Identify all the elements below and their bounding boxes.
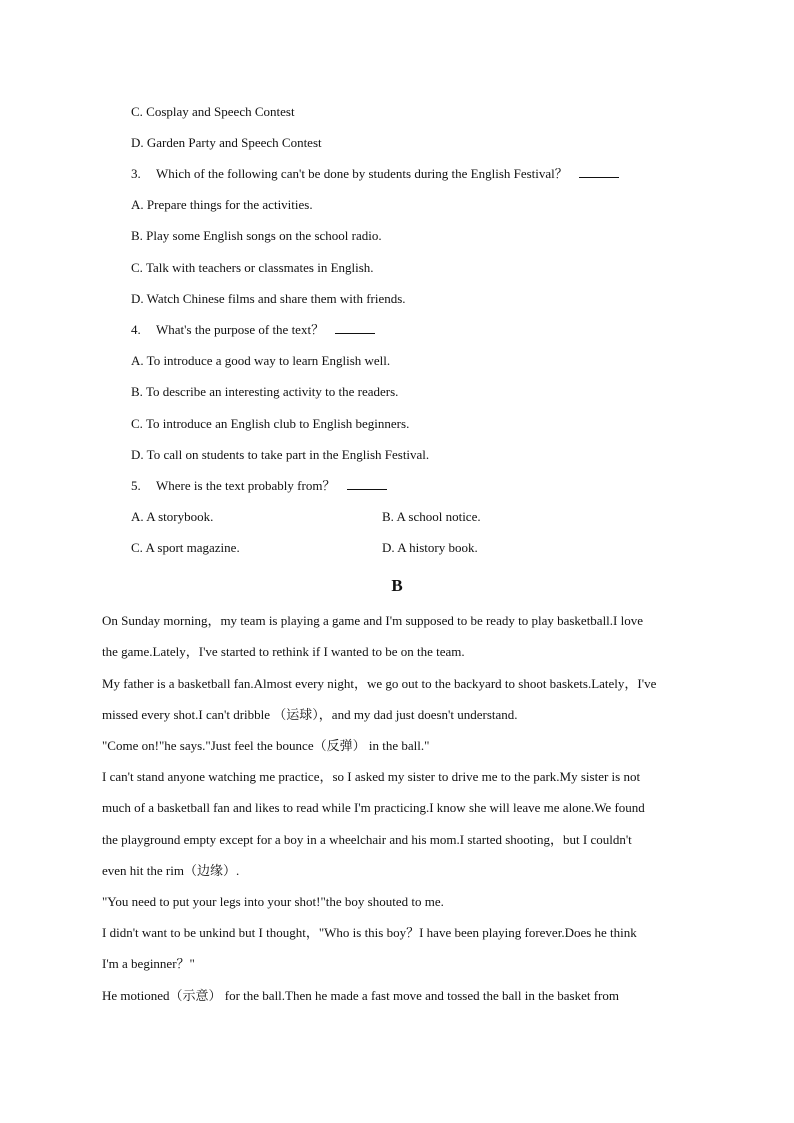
passage-line: On Sunday morning，my team is playing a game and I'm supposed to be ready to play basketball.I love bbox=[102, 613, 644, 628]
option-letter: C. bbox=[131, 416, 143, 431]
option-c-prev bbox=[131, 103, 295, 121]
option-letter: A. bbox=[131, 353, 144, 368]
option-text: Watch Chinese films and share them with friends. bbox=[146, 291, 406, 306]
option-letter: B. bbox=[131, 228, 143, 243]
q3-option-c bbox=[131, 259, 374, 277]
option-letter: D. bbox=[131, 291, 144, 306]
passage-line: I can't stand anyone watching me practice，so I asked my sister to drive me to the park.My sister is not bbox=[102, 769, 641, 784]
passage-line: My father is a basketball fan.Almost every night，we go out to the backyard to shoot baskets.Lately，I've bbox=[102, 676, 657, 691]
option-text: To describe an interesting activity to the readers. bbox=[145, 384, 399, 399]
q4-option-a bbox=[131, 352, 390, 370]
q5-option-c bbox=[131, 539, 240, 557]
passage-line: "Come on!"he says."Just feel the bounce（反弹） in the ball." bbox=[102, 738, 430, 753]
option-text: Talk with teachers or classmates in English. bbox=[145, 260, 374, 275]
q3-option-a bbox=[131, 196, 313, 214]
q5-option-a bbox=[131, 508, 213, 526]
q4-option-c bbox=[131, 415, 409, 433]
passage-line: even hit the rim（边缘）. bbox=[102, 863, 240, 878]
option-letter: A. bbox=[131, 509, 144, 524]
question-4 bbox=[131, 321, 375, 339]
passage-line: I'm a beginner？" bbox=[102, 956, 195, 971]
question-5 bbox=[131, 477, 387, 495]
answer-blank[interactable] bbox=[347, 477, 387, 490]
question-3 bbox=[131, 165, 619, 183]
option-letter: D. bbox=[131, 135, 144, 150]
passage-line: He motioned（示意） for the ball.Then he made a fast move and tossed the ball in the basket from bbox=[102, 988, 619, 1003]
question-number: 5. bbox=[131, 478, 141, 493]
q3-option-d bbox=[131, 290, 406, 308]
option-letter: C. bbox=[131, 260, 143, 275]
option-text: Cosplay and Speech Contest bbox=[146, 104, 295, 119]
passage-line: missed every shot.I can't dribble （运球），and my dad just doesn't understand. bbox=[102, 707, 518, 722]
option-text: Play some English songs on the school radio. bbox=[146, 228, 382, 243]
passage-line: much of a basketball fan and likes to read while I'm practicing.I know she will leave me alone.We found bbox=[102, 800, 645, 815]
section-b-title: B bbox=[391, 576, 403, 595]
q4-option-d bbox=[131, 446, 429, 464]
option-text: To call on students to take part in the English Festival. bbox=[146, 447, 430, 462]
option-letter: D. bbox=[382, 540, 395, 555]
question-number: 4. bbox=[131, 322, 141, 337]
option-text: Garden Party and Speech Contest bbox=[146, 135, 322, 150]
option-letter: D. bbox=[131, 447, 144, 462]
question-prompt: Where is the text probably from？ bbox=[156, 478, 336, 493]
passage-line: the playground empty except for a boy in a wheelchair and his mom.I started shooting，but I couldn't bbox=[102, 832, 632, 847]
question-prompt: What's the purpose of the text？ bbox=[156, 322, 325, 337]
question-number: 3. bbox=[131, 166, 141, 181]
option-text: A sport magazine. bbox=[145, 540, 240, 555]
option-letter: B. bbox=[382, 509, 394, 524]
option-text: Prepare things for the activities. bbox=[146, 197, 313, 212]
passage-line: "You need to put your legs into your shot!"the boy shouted to me. bbox=[102, 894, 444, 909]
q5-option-b bbox=[382, 508, 481, 526]
option-text: A school notice. bbox=[396, 509, 481, 524]
option-text: To introduce a good way to learn English well. bbox=[146, 353, 391, 368]
answer-blank[interactable] bbox=[335, 321, 375, 334]
option-text: A history book. bbox=[397, 540, 478, 555]
option-letter: B. bbox=[131, 384, 143, 399]
option-d-prev bbox=[131, 134, 322, 152]
option-text: A storybook. bbox=[146, 509, 214, 524]
option-letter: C. bbox=[131, 104, 143, 119]
option-text: To introduce an English club to English beginners. bbox=[145, 416, 410, 431]
passage-line: I didn't want to be unkind but I thought，"Who is this boy？I have been playing forever.Does he think bbox=[102, 925, 637, 940]
passage-line: the game.Lately，I've started to rethink if I wanted to be on the team. bbox=[102, 644, 465, 659]
question-prompt: Which of the following can't be done by students during the English Festival？ bbox=[156, 166, 568, 181]
option-letter: C. bbox=[131, 540, 143, 555]
option-letter: A. bbox=[131, 197, 144, 212]
q4-option-b bbox=[131, 383, 398, 401]
answer-blank[interactable] bbox=[579, 165, 619, 178]
q5-option-d bbox=[382, 539, 478, 557]
q3-option-b bbox=[131, 227, 382, 245]
